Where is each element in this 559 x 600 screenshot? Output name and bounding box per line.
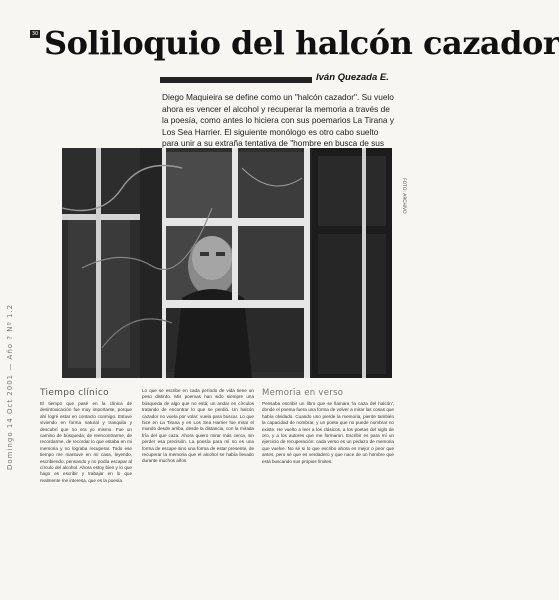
column-subheading: Tiempo clínico [40,388,109,398]
column-subheading: Memoria en verso [262,388,344,398]
section-number-badge: 30 [31,31,39,37]
column-body: Lo que se escribe en cada período de vida tiene un peso distinto. Mis poemas han sido siempre una búsqueda de algo que no está; un andar en círculos tratando de encontrar lo que se perdió. Un halcón cazador no vuela por volar: vuela para buscar. Lo que hice en La Tirana y en Los Sea Harrier fue mirar el mundo desde arriba, desde la distancia, con la mirada fría del que caza. Ahora quiero mirar más cerca, sin perder esa precisión. La poesía para mí no es una forma de escape sino una forma de estar presente, de recuperar la memoria que el alcohol se había llevado durante muchos años. [142,388,254,464]
column-body: Pensaba escribir un libro que se llamara 'la caza del halcón', donde el poema fuera una forma de volver a mirar las cosas que había olvidado. Cuando uno pierde la memoria, pierde también la capacidad de nombrar, y un poeta que no puede nombrar no existe. He vuelto a leer a los clásicos, a los poetas del siglo de oro, y a los autores que me formaron. Escribir es para mí un ejercicio de recuperación: cada verso es un pedazo de memoria que vuelve. No sé si lo que escribo ahora es mejor o peor que antes, pero sé que es verdadero y que nace de un hombre que está buscando sus propios límites. [262,401,394,464]
photo-credit: FOTO: ARCHIVO [401,178,406,214]
article-column-1 [40,388,132,484]
article-column-2 [142,388,254,465]
article-lead: Diego Maquieira se define como un "halcón cazador". Su vuelo ahora es vencer el alcohol y recuperar la memoria a través de la poesía, como antes lo hiciera con sus poemarios La Tirana y Los Sea Harrier. El siguiente monólogo es otro cabo suelto para unir a su extraña tentativa de "hombre en busca de sus [162,92,394,149]
page-margin-note: Domingo 14 Oct 2001 — Año ? Nº 1.2 [6,303,14,470]
article-photo [62,148,392,378]
window-portrait-image [62,148,392,378]
column-body: El tiempo que pasé en la clínica de desintoxicación fue muy importante, porque ahí logré estar en contacto conmigo. Estuve viviendo en forma natural y tranquila y descubrí que no era yo mismo. Fue un camino de búsqueda; de reencontrarme, de recordarme, de recordar lo que estaba en mi memoria y no lograba recuperar. Todo ese tiempo me mantuve en mi casa, leyendo, escribiendo, pensando y no podía escapar al círculo del alcohol. Ahora estoy bien y lo que hago es escribir y trabajar en lo que realmente me interesa, que es la poesía. [40,401,132,483]
article-headline: Soliloquio del halcón cazador [44,24,559,62]
article-column-3 [262,388,394,465]
author-byline: Iván Quezada E. [312,72,456,83]
